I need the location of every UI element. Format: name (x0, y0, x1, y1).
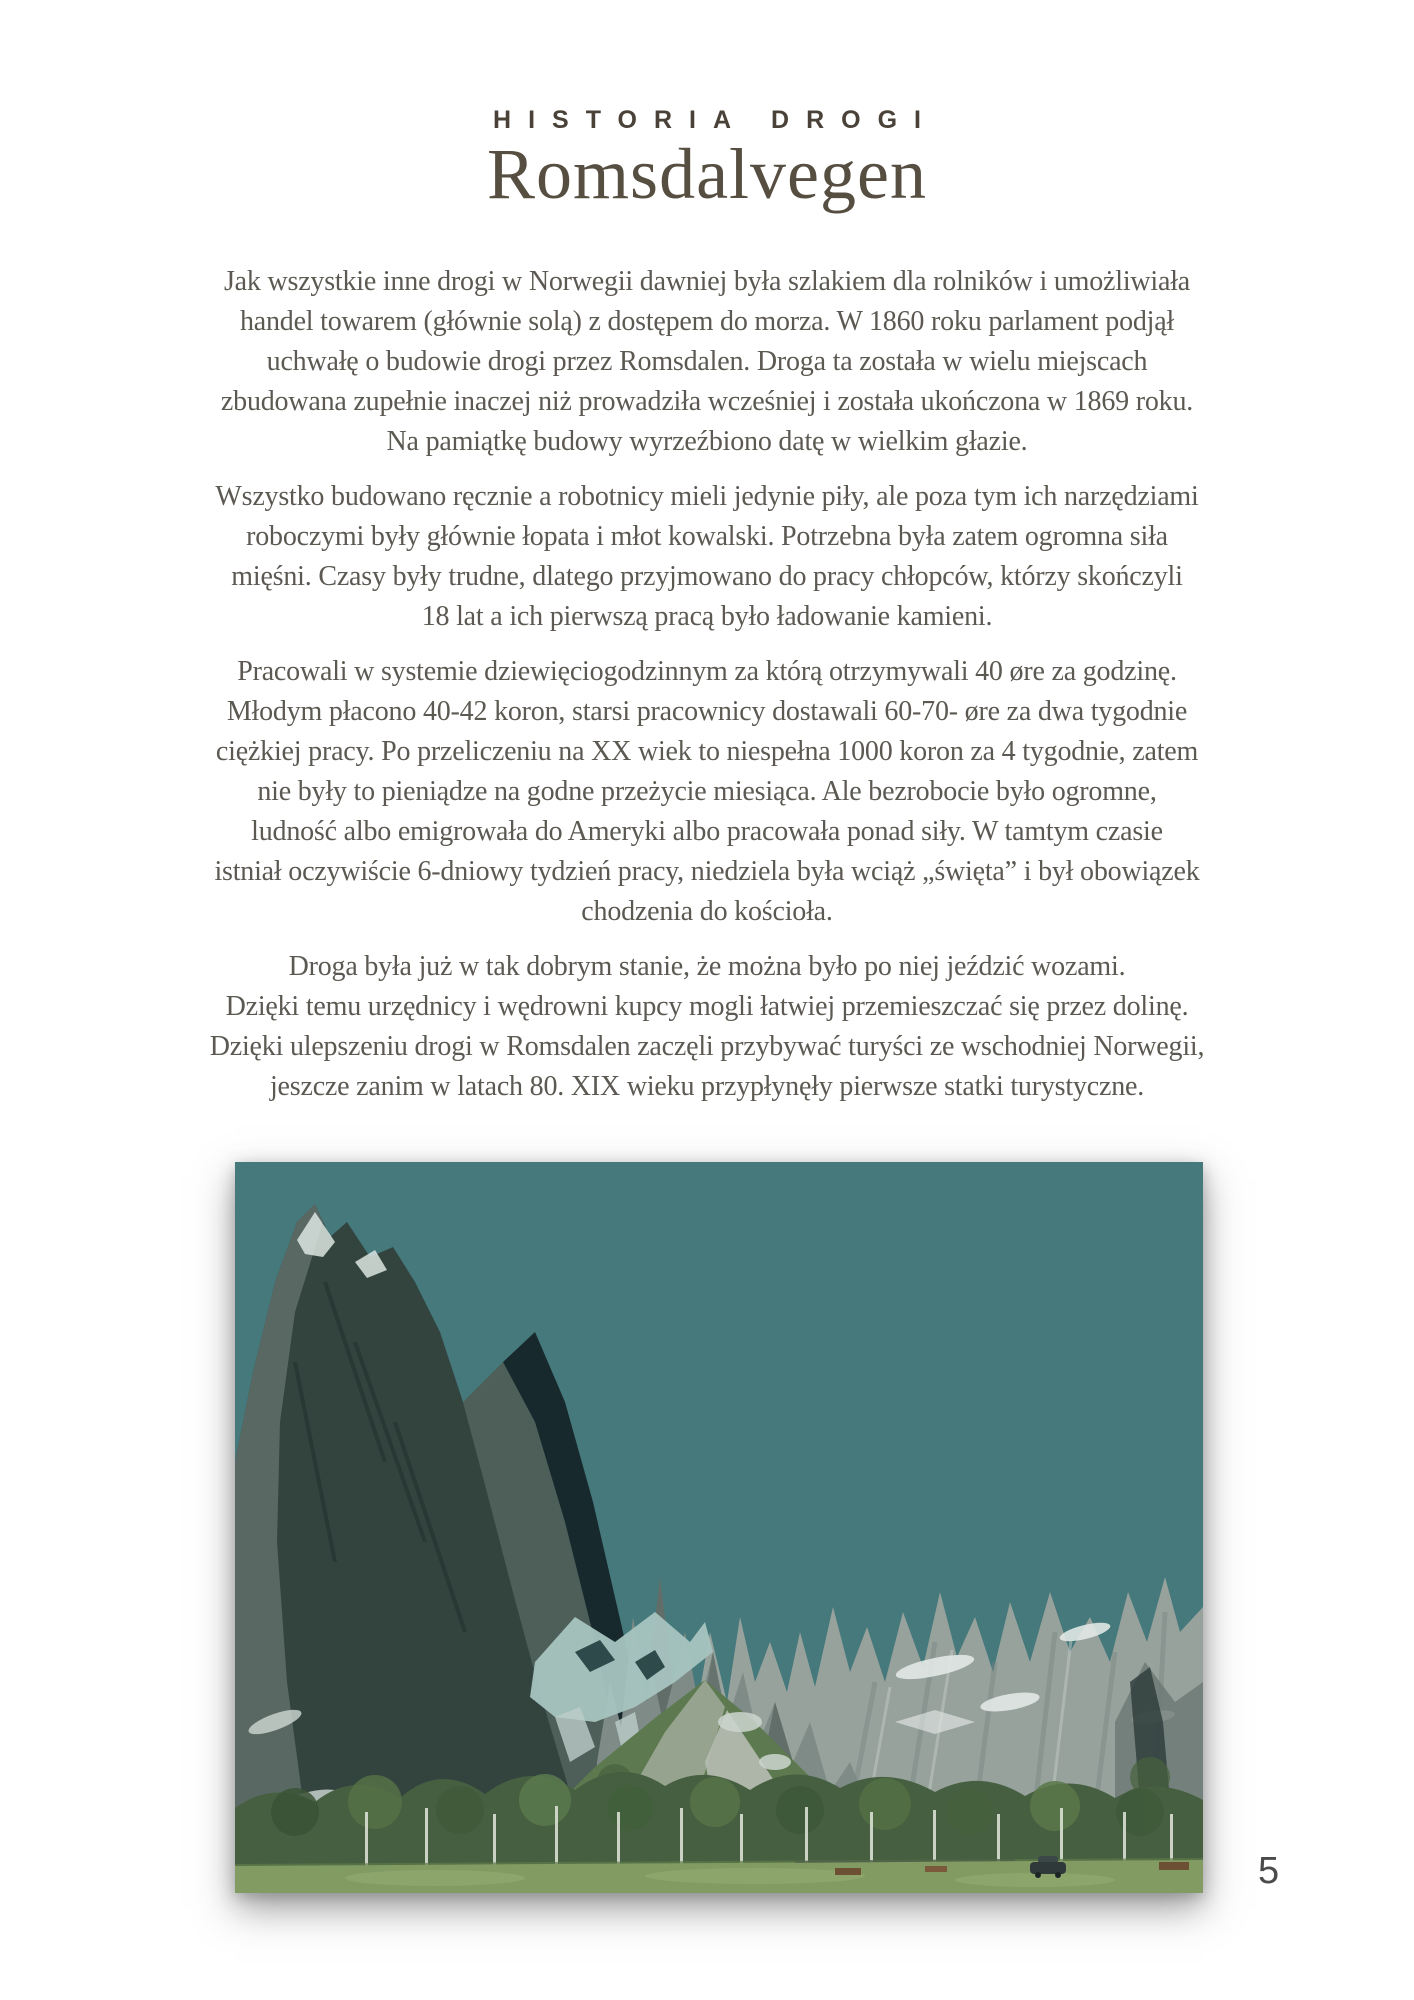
paragraph-line: Droga była już w tak dobrym stanie, że można było po niej jeździć wozami. (288, 951, 1126, 982)
paragraph-line: Pracowali w systemie dziewięciogodzinnym za którą otrzymywali 40 øre za godzinę. (237, 656, 1177, 687)
paragraph (0, 477, 1414, 637)
paragraph (0, 652, 1414, 932)
paragraph-line: Wszystko budowano ręcznie a robotnicy mieli jedynie piły, ale poza tym ich narzędziami (215, 481, 1199, 512)
paragraph-line: uchwałę o budowie drogi przez Romsdalen. Droga ta została w wielu miejscach (266, 346, 1148, 377)
paragraph (0, 262, 1414, 462)
paragraph-line: roboczymi były głównie łopata i młot kowalski. Potrzebna była zatem ogromna siła (246, 521, 1168, 552)
paragraph-line: mięśni. Czasy były trudne, dlatego przyjmowano do pracy chłopców, którzy skończyli (231, 561, 1183, 592)
paragraph-line: ciężkiej pracy. Po przeliczeniu na XX wiek to niespełna 1000 koron za 4 tygodnie, zatem (215, 736, 1199, 767)
section-kicker: HISTORIA DROGI (493, 106, 938, 134)
page-number: 5 (1258, 1850, 1280, 1892)
paragraph-line: istniał oczywiście 6-dniowy tydzień pracy, niedziela była wciąż „święta” i był obowiązek (214, 856, 1200, 887)
body-text (0, 262, 1414, 1122)
paragraph-line: Jak wszystkie inne drogi w Norwegii dawniej była szlakiem dla rolników i umożliwiała (223, 266, 1191, 297)
paragraph-line: handel towarem (głównie solą) z dostępem do morza. W 1860 roku parlament podjął (239, 306, 1175, 337)
paragraph-line: Na pamiątkę budowy wyrzeźbiono datę w wielkim głazie. (386, 426, 1028, 457)
paragraph-line: chodzenia do kościoła. (581, 896, 833, 927)
mountain-photo (235, 1162, 1203, 1893)
paragraph-line: Dzięki temu urzędnicy i wędrowni kupcy mogli łatwiej przemieszczać się przez dolinę. (225, 991, 1189, 1022)
page-title: Romsdalvegen (487, 134, 927, 214)
paragraph-line: 18 lat a ich pierwszą pracą było ładowanie kamieni. (421, 601, 993, 632)
paragraph-line: zbudowana zupełnie inaczej niż prowadziła wcześniej i została ukończona w 1869 roku. (220, 386, 1194, 417)
paragraph (0, 947, 1414, 1107)
paragraph-line: Młodym płacono 40-42 koron, starsi pracownicy dostawali 60-70- øre za dwa tygodnie (226, 696, 1188, 727)
paragraph-line: nie były to pieniądze na godne przeżycie miesiąca. Ale bezrobocie było ogromne, (257, 776, 1157, 807)
mountain-photo-illustration (235, 1162, 1203, 1893)
paragraph-line: ludność albo emigrowała do Ameryki albo pracowała ponad siły. W tamtym czasie (251, 816, 1163, 847)
paragraph-line: jeszcze zanim w latach 80. XIX wieku przypłynęły pierwsze statki turystyczne. (269, 1071, 1145, 1102)
paragraph-line: Dzięki ulepszeniu drogi w Romsdalen zaczęli przybywać turyści ze wschodniej Norwegii, (209, 1031, 1205, 1062)
